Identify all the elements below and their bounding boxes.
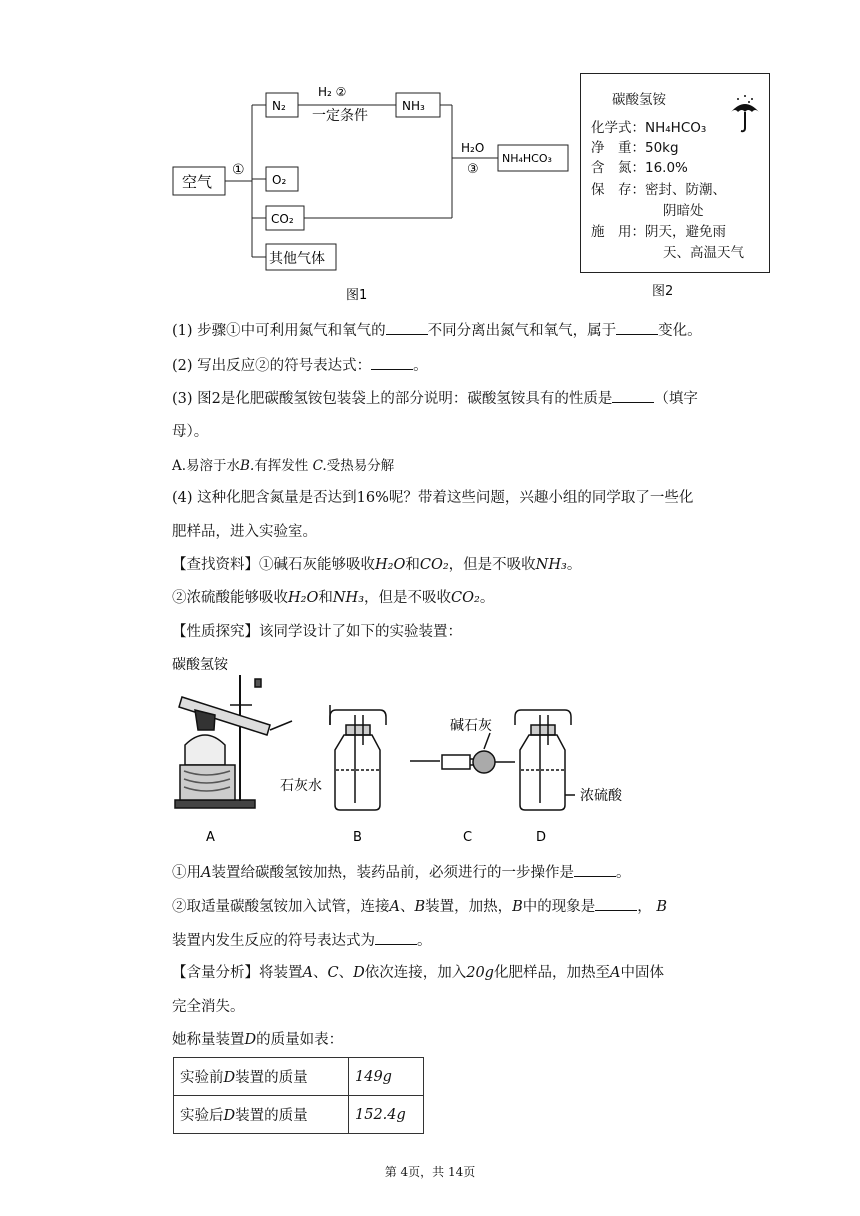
label-storage-2: 阴暗处: [663, 203, 704, 219]
page-footer: 第 4页，共 14页: [384, 1165, 476, 1179]
answer-blank[interactable]: [574, 862, 616, 877]
explore-heading: 【性质探究】该同学设计了如下的实验装置：: [172, 624, 462, 640]
apparatus-c: [410, 733, 515, 773]
o2-label: O₂: [272, 173, 287, 187]
nh3-label: NH₃: [402, 99, 425, 113]
label-limewater: 石灰水: [280, 778, 322, 794]
label-title: 碳酸氢铵: [612, 92, 666, 108]
n2-label: N₂: [272, 99, 286, 113]
label-weight: 净 重：50kg: [591, 140, 679, 156]
question-4: (4) 这种化肥含氮量是否达到16%呢？带着这些问题，兴趣小组的同学取了一些化: [172, 490, 694, 506]
answer-blank[interactable]: [612, 388, 654, 403]
apparatus-label-a: A: [206, 830, 215, 845]
analysis-cont: 完全消失。: [172, 999, 245, 1015]
answer-blank[interactable]: [595, 896, 637, 911]
step1-label: ①: [232, 162, 245, 178]
table-cell-label: 实验前D装置的质量: [174, 1058, 349, 1096]
answer-blank[interactable]: [386, 320, 428, 335]
label-sodalime: 碱石灰: [450, 718, 492, 734]
mass-table: [173, 1057, 424, 1134]
step-3: 装置内发生反应的符号表达式为 。: [172, 930, 432, 951]
figure-2-caption: 图2: [652, 284, 674, 299]
table-row: [174, 1058, 424, 1096]
question-3-cont: 母）。: [172, 424, 209, 440]
question-1: (1) 步骤①中可利用氮气和氧气的 不同分离出氮气和氧气，属于 变化。: [172, 320, 702, 341]
info-2: ②浓硫酸能够吸收H₂O和NH₃，但是不吸收CO₂。: [172, 590, 495, 606]
table-cell-value: 152.4g: [349, 1096, 424, 1134]
fertilizer-label-box: [580, 73, 770, 273]
question-3: (3) 图2是化肥碳酸氢铵包装袋上的部分说明：碳酸氢铵具有的性质是 （填字: [172, 388, 698, 409]
label-nitrogen: 含 氮：16.0%: [591, 160, 688, 176]
question-4-cont: 肥样品，进入实验室。: [172, 524, 317, 540]
experiment-apparatus: [170, 655, 650, 855]
umbrella-icon: [728, 94, 762, 134]
others-label: 其他气体: [269, 251, 325, 267]
label-nh4hco3: 碳酸氢铵: [172, 657, 228, 673]
product-label: NH₄HCO₃: [502, 152, 552, 165]
step-1: ①用A装置给碳酸氢铵加热，装药品前，必须进行的一步操作是 。: [172, 862, 630, 883]
table-row: [174, 1096, 424, 1134]
h2o-label: H₂O: [461, 141, 485, 155]
apparatus-d: [515, 710, 575, 810]
apparatus-label-c: C: [463, 830, 473, 845]
question-2: (2) 写出反应②的符号表达式： 。: [172, 355, 428, 376]
co2-label: CO₂: [271, 212, 294, 226]
h2-label: H₂ ②: [318, 85, 347, 99]
question-3-options: A.易溶于水B.有挥发性 C.受热易分解: [172, 458, 395, 474]
apparatus-a: [175, 675, 292, 808]
answer-blank[interactable]: [371, 355, 413, 370]
analysis: 【含量分析】将装置A、C、D依次连接，加入20g化肥样品，加热至A中固体: [172, 965, 664, 981]
label-storage: 保 存：密封、防潮、: [591, 182, 726, 198]
weigh-intro: 她称量装置D的质量如表：: [172, 1032, 344, 1048]
apparatus-b: [330, 705, 386, 810]
figure-1-caption: 图1: [346, 288, 368, 303]
figure-1-flowchart: [170, 80, 580, 310]
table-cell-value: 149g: [349, 1058, 424, 1096]
info-1: 【查找资料】①碱石灰能够吸收H₂O和CO₂，但是不吸收NH₃。: [172, 557, 582, 573]
answer-blank[interactable]: [375, 930, 417, 945]
apparatus-label-d: D: [536, 830, 547, 845]
label-formula: 化学式：NH₄HCO₃: [591, 120, 707, 136]
label-usage-2: 天、高温天气: [663, 245, 744, 261]
step-2: ②取适量碳酸氢铵加入试管，连接A、B装置，加热，B中的现象是 ， B: [172, 896, 667, 917]
condition-label: 一定条件: [312, 108, 368, 124]
answer-blank[interactable]: [616, 320, 658, 335]
step3-label: ③: [467, 162, 479, 177]
table-cell-label: 实验后D装置的质量: [174, 1096, 349, 1134]
apparatus-label-b: B: [353, 830, 362, 845]
air-label: 空气: [182, 173, 213, 191]
label-usage: 施 用：阴天，避免雨: [591, 224, 726, 240]
label-acid: 浓硫酸: [580, 788, 622, 804]
